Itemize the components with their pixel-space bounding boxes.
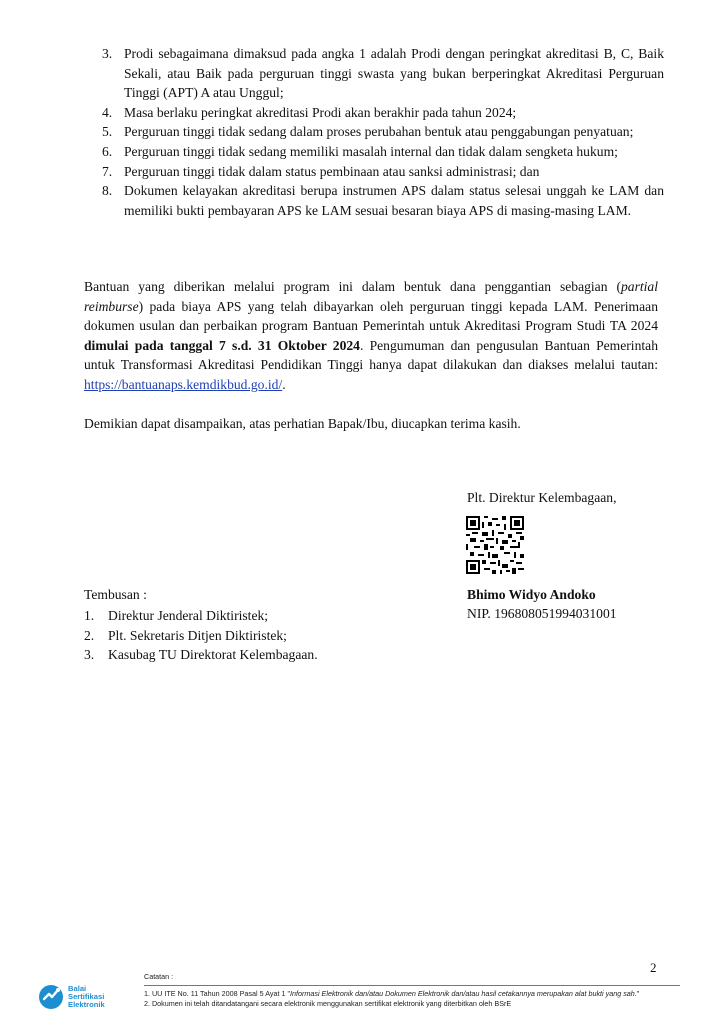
bsre-logo-icon <box>36 977 136 1013</box>
footer-note-2: 2. Dokumen ini telah ditandatangani secara elektronik menggunakan sertifikat elektronik yang diterbitkan oleh BSrE <box>144 999 512 1008</box>
footer-label: Catatan : <box>144 972 174 981</box>
list-number: 8. <box>102 183 113 199</box>
list-number: 2. <box>84 627 95 643</box>
list-text: Direktur Jenderal Diktiristek; <box>108 608 269 623</box>
footer-note-1 <box>144 989 684 999</box>
signatory-nip: NIP. 196808051994031001 <box>467 606 617 621</box>
list-item <box>84 142 664 162</box>
cc-list <box>84 606 318 665</box>
deadline-bold-text: dimulai pada tanggal 7 s.d. 31 Oktober 2024 <box>84 337 360 353</box>
note-text: " <box>636 989 640 998</box>
logo-line: Sertifikasi <box>68 992 105 1001</box>
paragraph-text: . <box>282 376 286 392</box>
list-item <box>84 44 664 103</box>
assistance-paragraph <box>84 277 658 395</box>
list-number: 5. <box>102 124 113 140</box>
closing-paragraph: Demikian dapat disampaikan, atas perhatian Bapak/Ibu, diucapkan terima kasih. <box>84 416 521 431</box>
requirements-list <box>84 44 664 220</box>
list-item <box>84 181 664 220</box>
paragraph-text: ) pada biaya APS yang telah dibayarkan oleh perguruan tinggi kepada LAM. Penerimaan dokumen usulan dan perbaikan program Bantuan Pemerintah untuk Akreditasi Program Studi TA 2024 <box>84 298 658 334</box>
qr-code-icon <box>466 516 524 574</box>
logo-line: Elektronik <box>68 1000 105 1009</box>
list-text: Perguruan tinggi tidak dalam status pembinaan atau sanksi administrasi; dan <box>124 163 540 179</box>
list-text: Kasubag TU Direktorat Kelembagaan. <box>108 647 318 663</box>
bantuanaps-link[interactable]: https://bantuanaps.kemdikbud.go.id/ <box>84 376 283 392</box>
paragraph-text: Bantuan yang diberikan melalui program ini dalam bentuk dana penggantian sebagian ( <box>84 279 621 294</box>
list-item <box>84 606 318 626</box>
paragraph-italic-text: partial reimburse <box>84 279 658 314</box>
list-number: 1. <box>84 608 95 623</box>
signature-title: Plt. Direktur Kelembagaan, <box>467 490 617 505</box>
footer-notes <box>144 972 684 982</box>
list-text: Prodi sebagaimana dimaksud pada angka 1 adalah Prodi dengan peringkat akreditasi B, C, Baik Sekali, atau Baik pada perguruan tinggi swasta yang bukan berperingkat Akreditasi Perguruan Tinggi (APT) A atau Unggul; <box>124 46 664 101</box>
cc-title: Tembusan : <box>84 587 147 602</box>
list-item <box>84 645 318 665</box>
list-text: Plt. Sekretaris Ditjen Diktiristek; <box>108 627 287 643</box>
list-text: Masa berlaku peringkat akreditasi Prodi akan berakhir pada tahun 2024; <box>124 104 517 120</box>
list-text: Perguruan tinggi tidak sedang dalam proses perubahan bentuk atau penggabungan penyatuan; <box>124 124 634 140</box>
list-number: 3. <box>102 46 113 61</box>
list-item <box>84 162 664 182</box>
list-item <box>84 103 664 123</box>
list-number: 6. <box>102 143 113 159</box>
footer-divider <box>144 985 680 986</box>
note-italic-text: Informasi Elektronik dan/atau Dokumen Elektronik dan/atau hasil cetakannya merupakan alat bukti yang sah. <box>290 989 637 998</box>
list-number: 3. <box>84 647 95 663</box>
logo-line: Balai <box>68 984 87 993</box>
note-text: 1. UU ITE No. 11 Tahun 2008 Pasal 5 Ayat 1 " <box>144 989 290 998</box>
page-number: 2 <box>650 960 657 975</box>
signatory-name: Bhimo Widyo Andoko <box>467 587 596 602</box>
list-text: Dokumen kelayakan akreditasi berupa instrumen APS dalam status selesai unggah ke LAM dan memiliki bukti pembayaran APS ke LAM sesuai besaran biaya APS di masing-masing LAM. <box>124 183 664 218</box>
list-item <box>84 626 318 646</box>
list-number: 4. <box>102 104 113 120</box>
list-item <box>84 122 664 142</box>
paragraph-text: . Pengumuman dan pengusulan Bantuan Pemerintah untuk Transformasi Akreditasi Pendidikan Tinggi hanya dapat dilakukan dan diakses melalui tautan: <box>84 337 658 373</box>
list-number: 7. <box>102 163 113 179</box>
list-text: Perguruan tinggi tidak sedang memiliki masalah internal dan tidak dalam sengketa hukum; <box>124 143 618 159</box>
